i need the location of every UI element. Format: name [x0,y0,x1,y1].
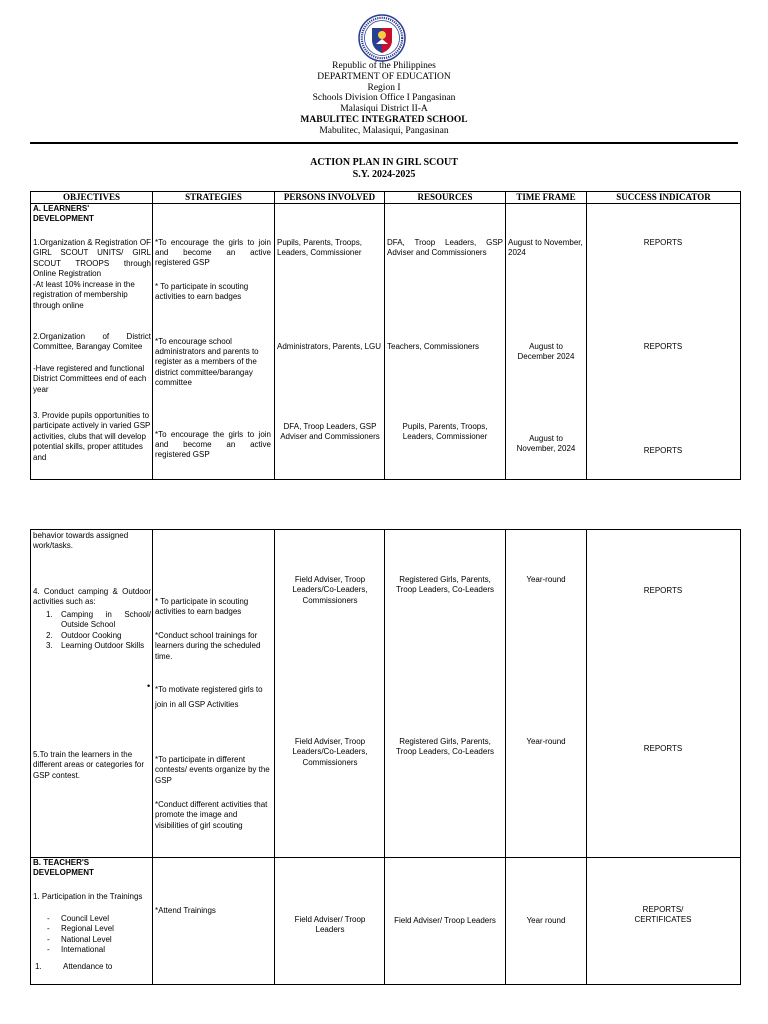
objective-1-target: -At least 10% increase in the registration of membership through online [33,280,135,310]
timeframe-cell [506,216,587,480]
col-header-success-indicator: SUCCESS INDICATOR [587,192,741,204]
persons-cell-p2 [275,530,385,858]
school-name: MABULITEC INTEGRATED SCHOOL [300,114,468,125]
list-item: 2. Outdoor Cooking [46,630,122,640]
persons-cell [275,216,385,480]
teacher-indicator-cell [587,858,741,985]
objectives-cell [31,204,153,480]
indicator-top-cell [587,204,741,216]
teacher-objective-1: 1. Participation in the Trainings [33,892,143,901]
time-frame-5: Year-round [526,737,566,746]
col-header-persons-involved: PERSONS INVOLVED [275,192,385,204]
persons-5: Field Adviser, Troop Leaders/Co-Leaders, Commissioners [292,737,368,767]
teacher-resources: Field Adviser/ Troop Leaders [394,916,496,925]
teacher-persons: Field Adviser/ Troop Leaders [294,915,366,935]
objective-3: 3. Provide pupils opportunities to participate actively in varied GSP activities, clubs that will develop potential skills, proper attitudes and [33,411,151,462]
bullet-icon: • [147,681,151,691]
objective-2: 2.Organization of District Committee, Barangay Comitee [33,332,151,352]
success-indicator-2: REPORTS [643,341,683,351]
objective-2-target: -Have registered and functional District Committees end of each year [33,364,147,394]
strategy-1a: *To encourage the girls to join and become an active registered GSP [155,237,271,268]
teacher-time-frame: Year round [526,916,566,925]
strategy-4a: * To participate in scouting activities to earn badges [155,597,249,617]
section-a-heading: A. LEARNERS' DEVELOPMENT [33,204,94,224]
list-item: 1. Camping in School/ Outside School [46,610,151,630]
action-plan-table-page2 [30,529,741,985]
time-frame-3: August to November, 2024 [516,433,576,453]
col-header-strategies: STRATEGIES [153,192,275,204]
department-text: DEPARTMENT OF EDUCATION [317,71,451,82]
training-levels-list [33,914,151,956]
objective-5: 5.To train the learners in the different areas or categories for GSP contest. [33,750,145,780]
time-frame-1: August to November, 2024 [508,237,583,257]
strategy-2: *To encourage school administrators and parents to register as a members of the district committee/barangay committee [155,336,259,388]
deped-seal-logo [358,14,406,62]
col-header-resources: RESOURCES [385,192,506,204]
strategy-4c: *To motivate registered girls to join in all GSP Activities [155,685,263,709]
school-address: Mabulitec, Malasiqui, Pangasinan [319,125,449,136]
list-item: 3. Learning Outdoor Skills [46,641,145,651]
timeframe-top-cell [506,204,587,216]
teacher-strategies-cell [153,858,275,985]
objective-4: 4. Conduct camping & Outdoor activities such as: [33,587,151,607]
time-frame-4: Year-round [526,575,566,584]
objectives-cell-p2 [31,530,153,858]
school-year: S.Y. 2024-2025 [352,169,416,180]
letterhead [0,61,768,137]
teacher-resources-cell [385,858,506,985]
list-item: - Council Level [33,914,151,924]
objective-1: 1.Organization & Registration OF GIRL SCOUT UNITS/ GIRL SCOUT TROOPS through Online Registration [33,238,151,279]
header-divider [30,142,738,144]
resources-3: Pupils, Parents, Troops, Leaders, Commissioner [402,421,488,441]
action-plan-table-page1 [30,191,741,480]
strategy-5b: *Conduct different activities that promote the image and visibilities of girl scouting [155,800,268,830]
resources-1: DFA, Troop Leaders, GSP Adviser and Commissioners [387,237,503,257]
indicator-cell-p2 [587,530,741,858]
timeframe-cell-p2 [506,530,587,858]
list-item: - National Level [33,935,151,945]
resources-2: Teachers, Commissioners [387,341,480,351]
strategy-5a: *To participate in different contests/ events organize by the GSP [155,755,270,785]
teacher-persons-cell [275,858,385,985]
objective-4-list [33,610,151,652]
teacher-success-indicator: REPORTS/ CERTIFICATES [634,905,692,925]
resources-4: Registered Girls, Parents, Troop Leaders, Co-Leaders [396,575,494,595]
persons-4: Field Adviser, Troop Leaders/Co-Leaders, Commissioners [292,575,368,605]
col-header-objectives: OBJECTIVES [31,192,153,204]
success-indicator-4: REPORTS [643,586,683,595]
resources-cell-p2 [385,530,506,858]
document-title: ACTION PLAN IN GIRL SCOUT [310,157,458,168]
persons-3: DFA, Troop Leaders, GSP Adviser and Commissioners [280,421,380,441]
teacher-strategy: *Attend Trainings [155,906,216,915]
strategies-cell-p2 [147,530,275,858]
strategies-top-cell [153,204,275,216]
district-text: Malasiqui District II-A [340,104,428,115]
resources-cell [385,216,506,480]
document-title-block [0,157,768,181]
division-text: Schools Division Office I Pangasinan [312,93,456,104]
persons-2: Administrators, Parents, LGU [277,341,382,351]
success-indicator-1: REPORTS [643,237,683,247]
teacher-objectives-cell: B. TEACHER'S DEVELOPMENT 1. Participation in the Trainings - Council Level - Regional Level - National Level - International 1. Attendance to [31,858,153,985]
teacher-timeframe-cell [506,858,587,985]
resources-top-cell [385,204,506,216]
strategies-cell [153,216,275,480]
indicator-cell [587,216,741,480]
region-text: Region I [367,82,401,93]
col-header-time-frame: TIME FRAME [506,192,587,204]
time-frame-2: August to December 2024 [517,341,575,361]
section-b-heading: B. TEACHER'S DEVELOPMENT [33,858,94,878]
persons-1: Pupils, Parents, Troops, Leaders, Commissioner [277,237,362,257]
persons-top-cell [275,204,385,216]
republic-text: Republic of the Philippines [332,61,436,71]
objective-3-continued: behavior towards assigned work/tasks. [33,531,129,551]
strategy-4b: *Conduct school trainings for learners during the scheduled time. [155,631,261,661]
list-item: - International [33,945,151,955]
resources-5: Registered Girls, Parents, Troop Leaders, Co-Leaders [396,737,494,757]
success-indicator-3: REPORTS [643,445,683,455]
success-indicator-5: REPORTS [643,744,683,753]
strategy-3: *To encourage the girls to join and become an active registered GSP [155,429,271,460]
list-item: - Regional Level [33,924,151,934]
strategy-1b: * To participate in scouting activities to earn badges [155,281,249,301]
